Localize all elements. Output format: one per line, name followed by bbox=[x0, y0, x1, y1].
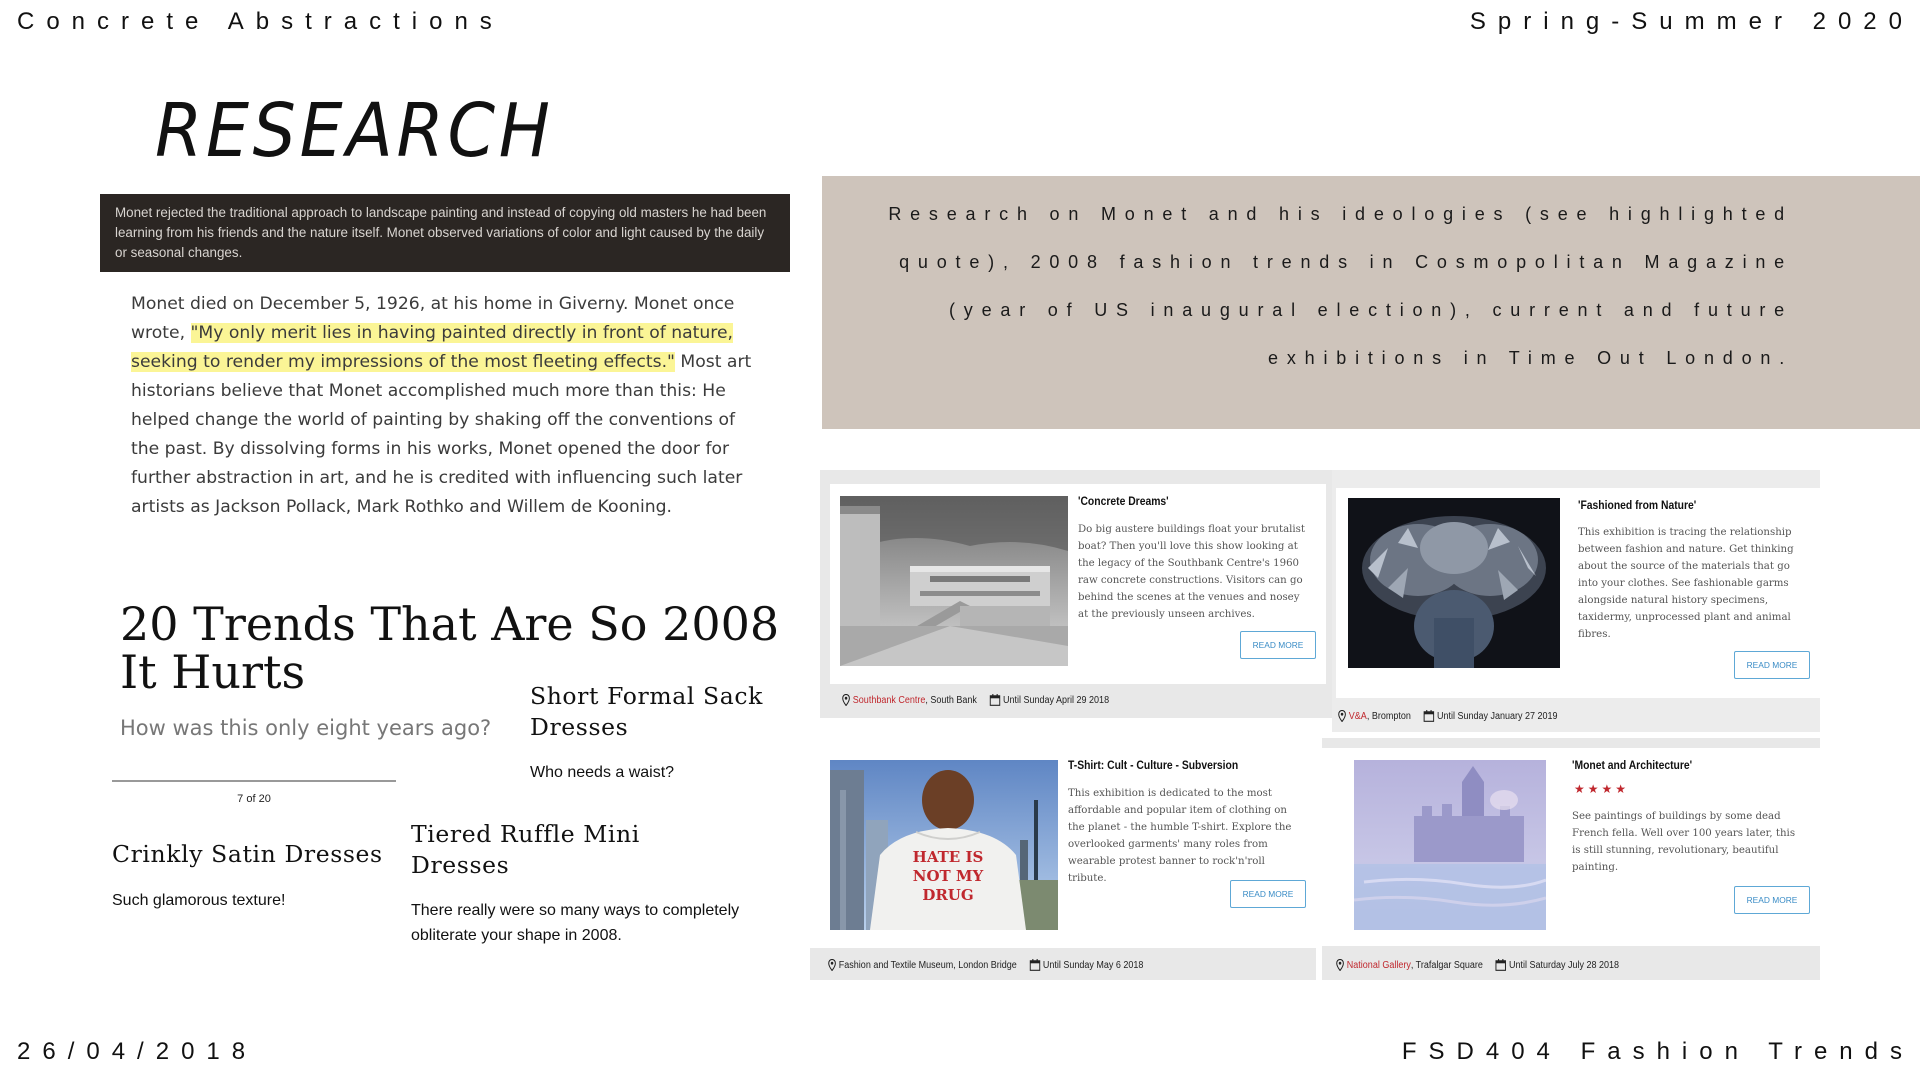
venue-area: , London Bridge bbox=[953, 959, 1017, 971]
research-summary-box bbox=[822, 176, 1920, 429]
calendar-icon bbox=[1495, 959, 1506, 971]
venue-link[interactable]: Southbank Centre bbox=[852, 694, 926, 706]
trend-text-ruffle-dresses: There really were so many ways to completely obliterate your shape in 2008. bbox=[411, 902, 740, 944]
card-meta bbox=[828, 959, 1143, 971]
card-description: This exhibition is tracing the relationship between fashion and nature. Get thinking about the source of the materials that go into your clothes. See fashionable garms alongside natural history specimens, taxidermy, unprocessed plant and animal fibres. bbox=[1578, 527, 1794, 640]
concrete-building-image bbox=[840, 496, 1068, 666]
calendar-icon bbox=[1423, 710, 1434, 722]
card-description: This exhibition is dedicated to the most affordable and popular item of clothing on the planet - the humble T-shirt. Explore the overlooked garments' many roles from wearable protest banner to rock'n'roll tribute. bbox=[1068, 788, 1292, 884]
highlighted-quote: "My only merit lies in having painted directly in front of nature, seeking to render my impressions of the most fleeting effects." bbox=[131, 323, 734, 372]
exhibition-card-fashioned-from-nature bbox=[1332, 470, 1820, 732]
venue-area: , South Bank bbox=[925, 694, 977, 706]
venue-link[interactable]: Fashion and Textile Museum bbox=[838, 959, 954, 971]
monet-paragraph bbox=[131, 290, 761, 522]
card-title: 'Monet and Architecture' bbox=[1572, 760, 1693, 772]
card-title: 'Concrete Dreams' bbox=[1078, 496, 1169, 508]
monet-paragraph-end: Most art historians believe that Monet accomplished much more than this: He helped change the world of painting by shaking off the conventions of the past. By dissolving forms in his works, Monet opened the door for further abstraction in art, and he is credited with influencing such later artists as Jackson Pollack, Mark Rothko and Willem de Kooning. bbox=[131, 352, 752, 517]
research-title: RESEARCH bbox=[155, 88, 554, 174]
feather-garment-image bbox=[1348, 498, 1560, 668]
footer-course: FSD404 Fashion Trends bbox=[1401, 1038, 1914, 1065]
monet-painting-image bbox=[1354, 760, 1546, 930]
location-pin-icon bbox=[828, 959, 836, 971]
venue-area: , Trafalgar Square bbox=[1410, 959, 1483, 971]
venue-link[interactable]: National Gallery bbox=[1346, 959, 1411, 971]
monet-paragraph-start: Monet died on December 5, 1926, at his home in Giverny. Monet once wrote, bbox=[131, 294, 735, 343]
exhibition-card-concrete-dreams bbox=[820, 470, 1332, 718]
trend-heading-ruffle-dresses: Tiered Ruffle Mini Dresses bbox=[411, 820, 640, 879]
header-project-title: Concrete Abstractions bbox=[17, 8, 504, 35]
read-more-button[interactable]: READ MORE bbox=[1734, 886, 1810, 914]
exhibition-card-tshirt bbox=[810, 740, 1316, 980]
card-body bbox=[1336, 488, 1820, 698]
card-meta bbox=[1338, 710, 1558, 722]
location-pin-icon bbox=[1336, 959, 1344, 971]
location-pin-icon bbox=[842, 694, 850, 706]
exhibition-dates: Until Saturday July 28 2018 bbox=[1508, 959, 1620, 971]
read-more-button[interactable]: READ MORE bbox=[1734, 651, 1810, 679]
card-body bbox=[810, 740, 1316, 948]
card-body bbox=[830, 484, 1326, 684]
tshirt-slogan: HATE IS NOT MY DRUG bbox=[912, 848, 984, 904]
trends-page-counter: 7 of 20 bbox=[237, 793, 271, 805]
location-pin-icon bbox=[1338, 710, 1346, 722]
trend-text-satin-dresses: Such glamorous texture! bbox=[112, 892, 286, 909]
card-title: 'Fashioned from Nature' bbox=[1578, 500, 1697, 512]
calendar-icon bbox=[990, 694, 1001, 706]
rating-stars: ★★★★ bbox=[1574, 782, 1630, 796]
card-title: T-Shirt: Cult - Culture - Subversion bbox=[1068, 760, 1239, 772]
footer-date: 26/04/2018 bbox=[17, 1038, 258, 1065]
trends-divider bbox=[112, 780, 396, 782]
trend-heading-sack-dresses: Short Formal Sack Dresses bbox=[530, 682, 763, 741]
trend-heading-satin-dresses: Crinkly Satin Dresses bbox=[112, 840, 383, 868]
trends-article-title: 20 Trends That Are So 2008 It Hurts bbox=[120, 597, 780, 699]
header-season: Spring-Summer 2020 bbox=[1469, 8, 1914, 35]
card-body bbox=[1322, 748, 1820, 946]
card-meta bbox=[1336, 959, 1619, 971]
venue-link[interactable]: V&A bbox=[1348, 710, 1367, 722]
tshirt-protest-image bbox=[830, 760, 1058, 930]
read-more-button[interactable]: READ MORE bbox=[1240, 631, 1316, 659]
trends-article-subtitle: How was this only eight years ago? bbox=[120, 716, 492, 740]
venue-area: , Brompton bbox=[1366, 710, 1411, 722]
exhibition-dates: Until Sunday May 6 2018 bbox=[1042, 959, 1144, 971]
calendar-icon bbox=[1029, 959, 1040, 971]
card-description: Do big austere buildings float your brutalist boat? Then you'll love this show looking at the legacy of the Southbank Centre's 1960 raw concrete constructions. Visitors can go behind the scenes at the venues and nosey at the previously unseen archives. bbox=[1078, 524, 1305, 620]
card-meta bbox=[842, 694, 1109, 706]
read-more-button[interactable]: READ MORE bbox=[1230, 880, 1306, 908]
trend-text-sack-dresses: Who needs a waist? bbox=[530, 764, 675, 781]
monet-quote-box: Monet rejected the traditional approach to landscape painting and instead of copying old masters he had been learning from his friends and the nature itself. Monet observed variations of color and light caused by the daily or seasonal changes. bbox=[100, 194, 790, 272]
exhibition-dates: Until Sunday April 29 2018 bbox=[1003, 694, 1110, 706]
research-summary-text: Research on Monet and his ideologies (see highlighted quote), 2008 fashion trends in Cosmopolitan Magazine (year of US inaugural election), current and future exhibitions in Time Out London. bbox=[888, 204, 1793, 368]
card-description: See paintings of buildings by some dead French fella. Well over 100 years later, this is still stunning, revolutionary, beautiful painting. bbox=[1572, 811, 1796, 873]
exhibition-dates: Until Sunday January 27 2019 bbox=[1436, 710, 1558, 722]
exhibition-card-monet-architecture bbox=[1322, 738, 1820, 980]
